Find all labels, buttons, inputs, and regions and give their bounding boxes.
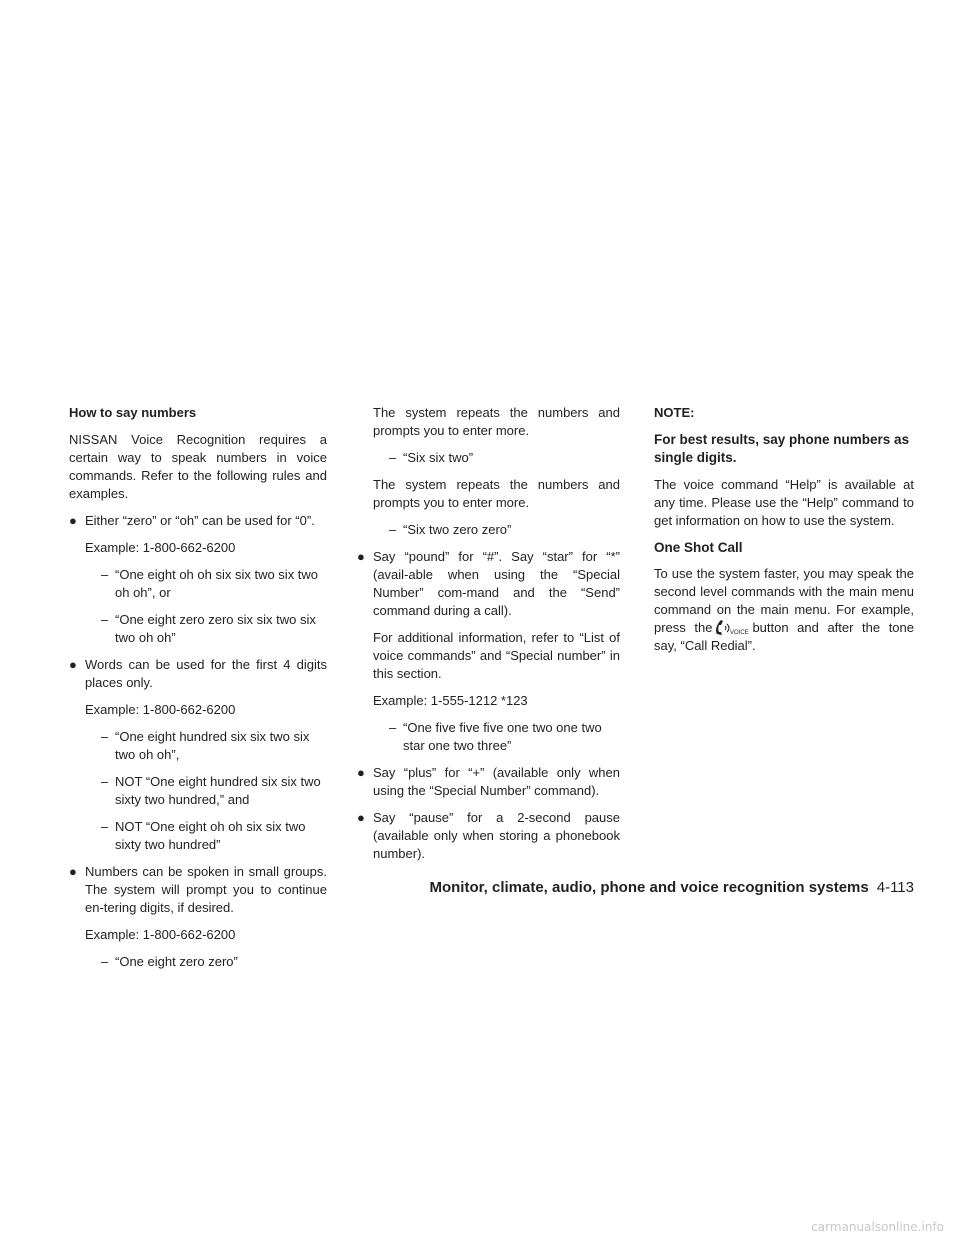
bullet-icon: ●	[69, 864, 77, 879]
column-1	[69, 404, 327, 980]
intro-paragraph: NISSAN Voice Recognition requires a certain way to speak numbers in voice commands. Refer to the following rules and examples.	[69, 432, 327, 501]
dash-icon: –	[101, 612, 109, 627]
rule-item	[69, 863, 327, 917]
footer-section-title: Monitor, climate, audio, phone and voice recognition systems	[429, 879, 869, 896]
rule-item	[69, 656, 327, 692]
dash-icon: –	[389, 450, 397, 465]
rules-list	[69, 656, 327, 692]
dash-icon: –	[101, 819, 109, 834]
one-shot-paragraph: To use the system faster, you may speak the second level commands with the main menu command on the main menu. For example, press the VOICE button and after the tone say, “Call Redial”.	[654, 566, 914, 653]
note-text: For best results, say phone numbers as single digits.	[654, 432, 910, 465]
rules-list	[69, 512, 327, 530]
bullet-icon: ●	[69, 513, 77, 528]
dash-icon: –	[101, 567, 109, 582]
example-dash-item: – “One five five five one two one two star one two three”	[389, 720, 602, 753]
rules-list	[357, 548, 620, 620]
rule-text: Say “pause” for a 2-second pause (available only when storing a phonebook number).	[373, 810, 620, 861]
example-line: Example: 1-800-662-6200	[85, 702, 236, 717]
rule-text: Say “plus” for “+” (available only when using the “Special Number” command).	[373, 765, 620, 798]
bullet-icon: ●	[357, 810, 365, 825]
column-2	[357, 404, 620, 872]
page-footer	[429, 879, 914, 896]
page-number: 4-113	[876, 879, 914, 896]
example-dash-item: – “One eight zero zero six six two six two oh oh”	[101, 612, 316, 645]
rules-list	[69, 863, 327, 917]
example-line: Example: 1-555-1212 *123	[373, 693, 528, 708]
watermark: carmanualsonline.info	[811, 1220, 944, 1234]
example-dash-item: – NOT “One eight oh oh six six two sixty two hundred”	[101, 819, 306, 852]
rules-list	[357, 764, 620, 863]
example-dash-item: – “One eight oh oh six six two six two oh oh”, or	[101, 567, 319, 600]
example-dash-item: – “Six six two”	[389, 450, 474, 465]
example-line: Example: 1-800-662-6200	[85, 540, 236, 555]
column-3	[654, 404, 914, 664]
dash-icon: –	[101, 774, 109, 789]
rule-item	[357, 809, 620, 863]
section-heading-numbers: How to say numbers	[69, 405, 197, 420]
paragraph: For additional information, refer to “List of voice commands” and “Special number” in this section.	[373, 630, 620, 681]
example-dash-item: – “One eight zero zero”	[101, 954, 238, 969]
rule-item	[357, 548, 620, 620]
svg-text:VOICE: VOICE	[730, 630, 750, 636]
bullet-icon: ●	[357, 549, 365, 564]
bullet-icon: ●	[69, 657, 77, 672]
dash-icon: –	[101, 729, 109, 744]
dash-icon: –	[101, 954, 109, 969]
rule-text: Say “pound” for “#”. Say “star” for “*” (avail-able when using the “Special Number” com-mand and the “Send” command during a call).	[373, 549, 620, 618]
note-label: NOTE:	[654, 405, 695, 420]
example-dash-item: – NOT “One eight hundred six six two sixty two hundred,” and	[101, 774, 321, 807]
rule-text: Words can be used for the first 4 digits places only.	[85, 657, 327, 690]
example-dash-item: – “Six two zero zero”	[389, 522, 512, 537]
rule-text: Numbers can be spoken in small groups. The system will prompt you to continue en-tering digits, if desired.	[85, 864, 327, 915]
rule-text: Either “zero” or “oh” can be used for “0”.	[85, 513, 315, 528]
rule-item	[357, 764, 620, 800]
example-line: Example: 1-800-662-6200	[85, 927, 236, 942]
dash-icon: –	[389, 522, 397, 537]
dash-icon: –	[389, 720, 397, 735]
paragraph: The system repeats the numbers and prompts you to enter more.	[373, 405, 620, 438]
phone-talk-icon	[714, 619, 750, 636]
paragraph: The system repeats the numbers and prompts you to enter more.	[373, 477, 620, 510]
example-dash-item: – “One eight hundred six six two six two oh oh”,	[101, 729, 310, 762]
section-heading-one-shot-call: One Shot Call	[654, 540, 743, 555]
rule-item	[69, 512, 327, 530]
bullet-icon: ●	[357, 765, 365, 780]
help-paragraph: The voice command “Help” is available at any time. Please use the “Help” command to get information on how to use the system.	[654, 477, 914, 528]
